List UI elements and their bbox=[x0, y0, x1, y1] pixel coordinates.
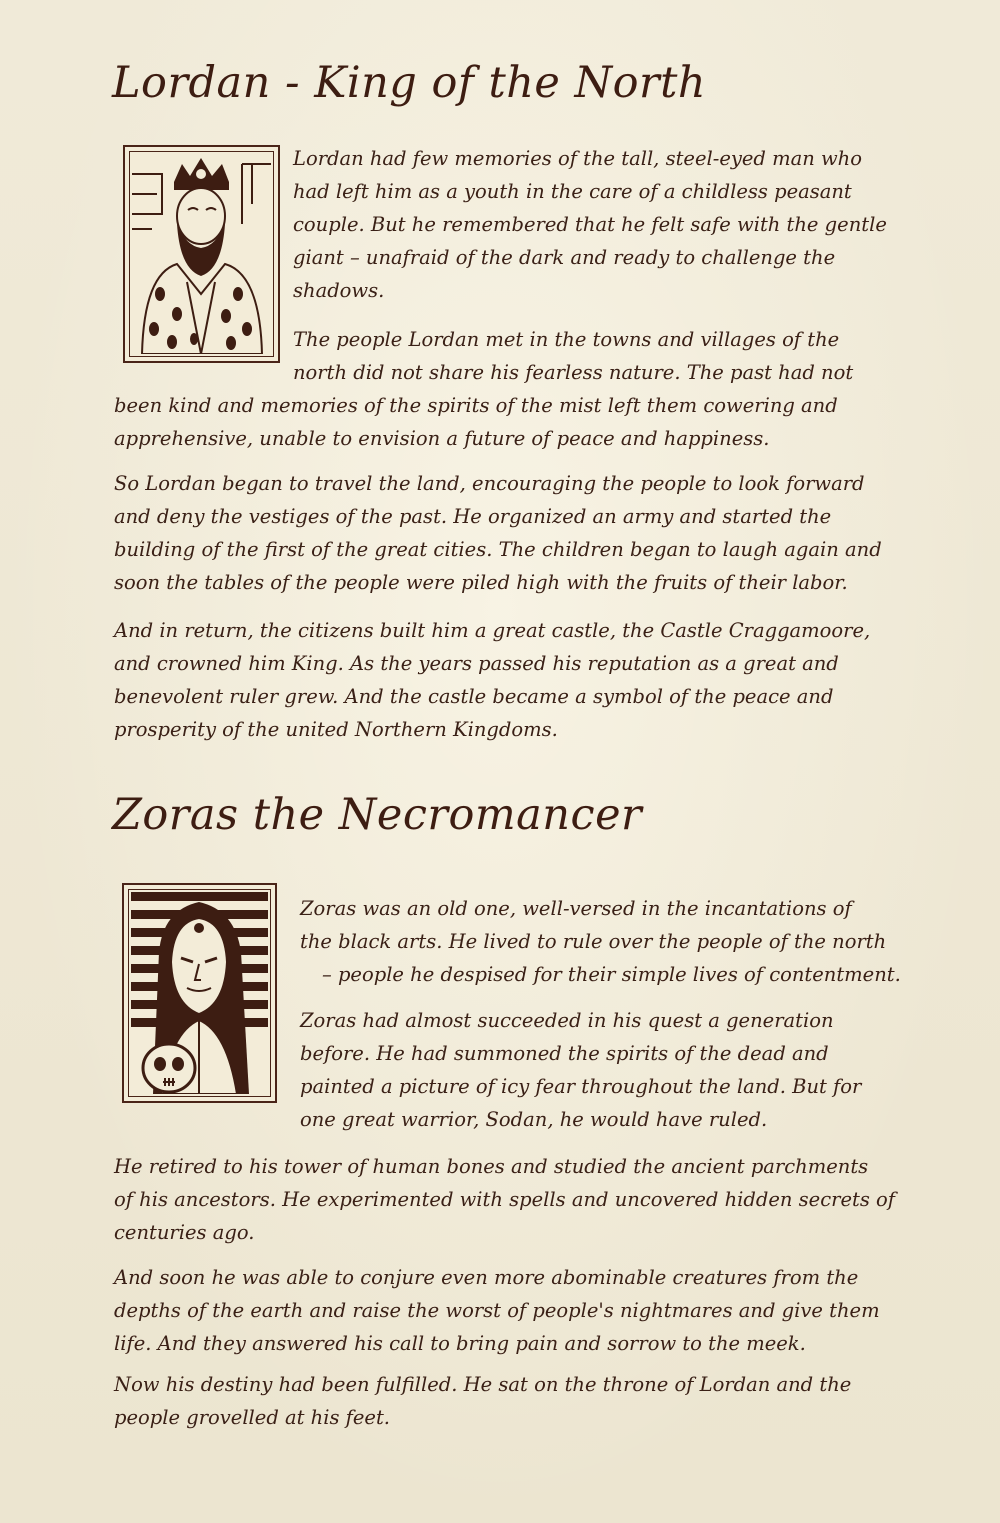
text-line: the black arts. He lived to rule over the people of the north bbox=[300, 930, 887, 953]
text-line: of his ancestors. He experimented with spells and uncovered hidden secrets of bbox=[114, 1188, 895, 1211]
lordan-portrait-icon bbox=[123, 145, 280, 363]
text-line: apprehensive, unable to envision a future of peace and happiness. bbox=[114, 427, 770, 450]
text-line: And soon he was able to conjure even more abominable creatures from the bbox=[114, 1266, 859, 1289]
text-line: He retired to his tower of human bones and studied the ancient parchments bbox=[114, 1155, 869, 1178]
text-line: couple. But he remembered that he felt safe with the gentle bbox=[293, 213, 887, 236]
text-line: depths of the earth and raise the worst of people's nightmares and give them bbox=[114, 1299, 880, 1322]
text-line: So Lordan began to travel the land, encouraging the people to look forward bbox=[114, 472, 865, 495]
text-line: soon the tables of the people were piled high with the fruits of their labor. bbox=[114, 571, 848, 594]
text-line: benevolent ruler grew. And the castle became a symbol of the peace and bbox=[114, 685, 834, 708]
text-line: before. He had summoned the spirits of the dead and bbox=[300, 1042, 829, 1065]
zoras-portrait-icon bbox=[122, 883, 277, 1103]
lordan-paragraph-2-full bbox=[114, 389, 838, 455]
lordan-paragraph-1 bbox=[293, 142, 887, 307]
text-line: Zoras was an old one, well-versed in the incantations of bbox=[300, 897, 852, 920]
zoras-paragraph-1 bbox=[300, 892, 901, 991]
text-line: Lordan had few memories of the tall, steel-eyed man who bbox=[293, 147, 862, 170]
lordan-heading: Lordan - King of the North bbox=[112, 58, 707, 108]
text-line: The people Lordan met in the towns and villages of the bbox=[293, 328, 840, 351]
text-line: painted a picture of icy fear throughout the land. But for bbox=[300, 1075, 862, 1098]
zoras-heading: Zoras the Necromancer bbox=[112, 790, 643, 840]
text-line: centuries ago. bbox=[114, 1221, 255, 1244]
zoras-paragraph-2 bbox=[300, 1004, 861, 1136]
text-line: north did not share his fearless nature. The past had not bbox=[293, 361, 854, 384]
text-line: And in return, the citizens built him a great castle, the Castle Craggamoore, bbox=[114, 619, 871, 642]
text-line: Zoras had almost succeeded in his quest a generation bbox=[300, 1009, 834, 1032]
lordan-paragraph-3 bbox=[114, 467, 882, 599]
text-line: and crowned him King. As the years passed his reputation as a great and bbox=[114, 652, 839, 675]
lordan-paragraph-4 bbox=[114, 614, 870, 746]
text-line: prosperity of the united Northern Kingdoms. bbox=[114, 718, 558, 741]
lordan-paragraph-2-side bbox=[293, 323, 853, 389]
text-line: one great warrior, Sodan, he would have ruled. bbox=[300, 1108, 768, 1131]
text-line: – people he despised for their simple lives of contentment. bbox=[322, 963, 901, 986]
zoras-paragraph-3 bbox=[114, 1150, 895, 1249]
text-line: Now his destiny had been fulfilled. He sat on the throne of Lordan and the bbox=[114, 1373, 852, 1396]
text-line: shadows. bbox=[293, 279, 385, 302]
text-line: been kind and memories of the spirits of the mist left them cowering and bbox=[114, 394, 838, 417]
text-line: life. And they answered his call to bring pain and sorrow to the meek. bbox=[114, 1332, 806, 1355]
text-line: had left him as a youth in the care of a childless peasant bbox=[293, 180, 852, 203]
text-line: giant – unafraid of the dark and ready to challenge the bbox=[293, 246, 836, 269]
text-line: people grovelled at his feet. bbox=[114, 1406, 391, 1429]
text-line: building of the first of the great cities. The children began to laugh again and bbox=[114, 538, 882, 561]
zoras-paragraph-4 bbox=[114, 1261, 880, 1360]
zoras-paragraph-5 bbox=[114, 1368, 851, 1434]
text-line: and deny the vestiges of the past. He organized an army and started the bbox=[114, 505, 832, 528]
